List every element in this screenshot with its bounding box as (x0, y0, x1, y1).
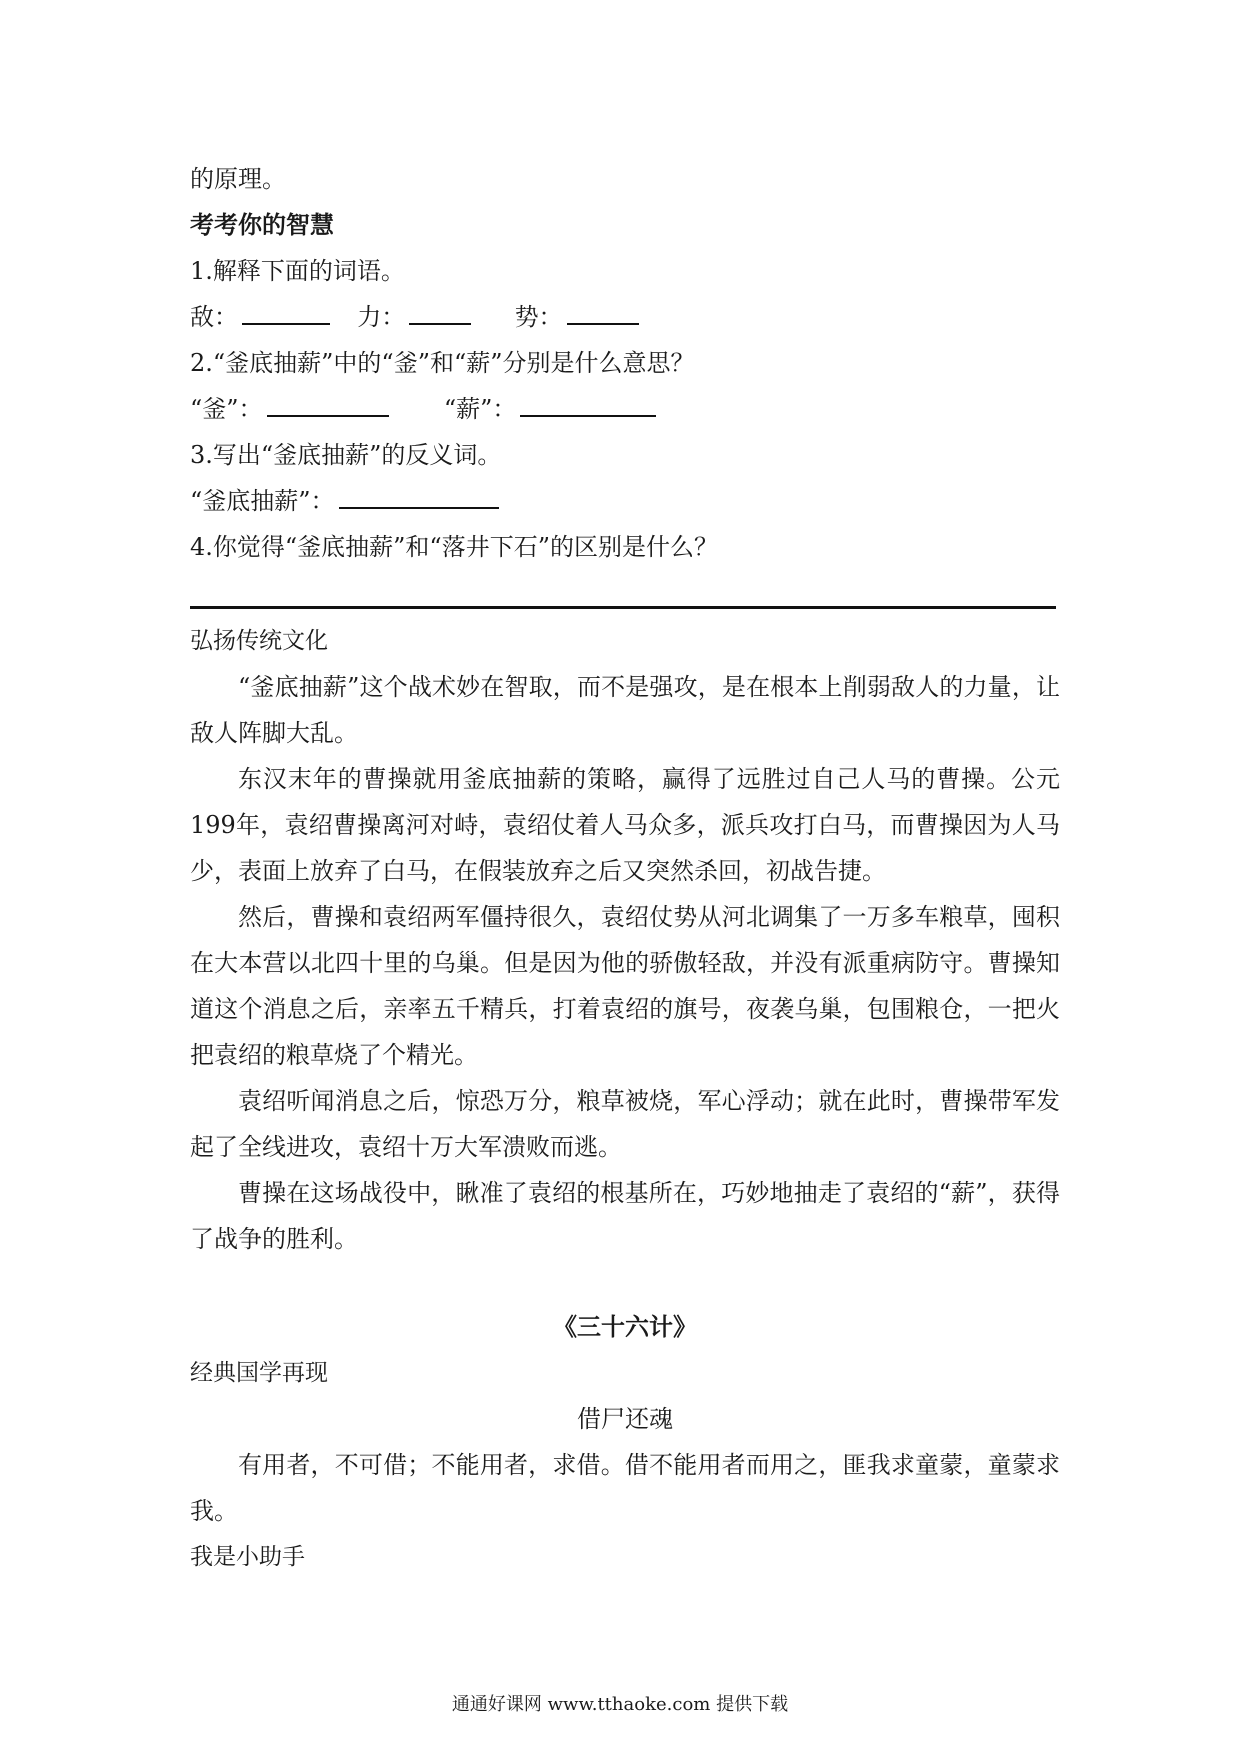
question-3: 3.写出“釜底抽薪”的反义词。 (190, 441, 502, 469)
culture-paragraph: “釜底抽薪”这个战术妙在智取，而不是强攻，是在根本上削弱敌人的力量，让敌人阵脚大乱。 (190, 673, 1060, 747)
question-1: 1.解释下面的词语。 (190, 257, 405, 285)
book-title: 《三十六计》 (553, 1313, 697, 1341)
question-1-answers (190, 294, 1060, 340)
stratagem-title: 借尸还魂 (577, 1405, 673, 1433)
helper-heading: 我是小助手 (190, 1544, 305, 1570)
classic-body (190, 1442, 1060, 1534)
answer-blank[interactable] (409, 297, 471, 325)
answer-blank[interactable] (267, 389, 389, 417)
answer-blank[interactable] (567, 297, 639, 325)
question-2-answers (190, 386, 1060, 432)
answer-blank[interactable] (242, 297, 330, 325)
quiz-heading: 考考你的智慧 (190, 211, 334, 239)
question-4: 4.你觉得“釜底抽薪”和“落井下石”的区别是什么？ (190, 533, 718, 561)
answer-label-shi: 势： (514, 303, 563, 331)
answer-label-fu: “釜”： (190, 395, 263, 423)
culture-heading: 弘扬传统文化 (190, 628, 328, 654)
classic-paragraph: 有用者，不可借；不能用者，求借。借不能用者而用之，匪我求童蒙，童蒙求我。 (190, 1451, 1060, 1525)
culture-paragraph: 东汉末年的曹操就用釜底抽薪的策略，赢得了远胜过自己人马的曹操。公元199年，袁绍曹操离河对峙，袁绍仗着人马众多，派兵攻打白马，而曹操因为人马少，表面上放弃了白马，在假装放弃之后又突然杀回，初战告捷。 (190, 765, 1060, 885)
footer-download-note: 通通好课网 www.tthaoke.com 提供下载 (451, 1694, 789, 1715)
question-2: 2.“釜底抽薪”中的“釜”和“薪”分别是什么意思？ (190, 349, 695, 377)
answer-label-antonym: “釜底抽薪”： (190, 487, 335, 515)
answer-label-di: 敌： (190, 303, 238, 331)
answer-label-li: 力： (357, 303, 406, 331)
culture-paragraph: 袁绍听闻消息之后，惊恐万分，粮草被烧，军心浮动；就在此时，曹操带军发起了全线进攻，袁绍十万大军溃败而逃。 (190, 1087, 1060, 1161)
question-3-answer (190, 478, 1060, 524)
answer-divider-line (190, 606, 1056, 609)
answer-blank[interactable] (339, 481, 499, 509)
culture-body (190, 664, 1060, 1262)
culture-paragraph: 曹操在这场战役中，瞅准了袁绍的根基所在，巧妙地抽走了袁绍的“薪”，获得了战争的胜利。 (190, 1179, 1060, 1253)
culture-paragraph: 然后，曹操和袁绍两军僵持很久，袁绍仗势从河北调集了一万多车粮草，囤积在大本营以北四十里的乌巢。但是因为他的骄傲轻敌，并没有派重病防守。曹操知道这个消息之后，亲率五千精兵，打着袁绍的旗号，夜袭乌巢，包围粮仓，一把火把袁绍的粮草烧了个精光。 (190, 903, 1060, 1069)
answer-label-xin: “薪”： (443, 395, 517, 423)
classic-heading: 经典国学再现 (190, 1360, 328, 1386)
answer-blank[interactable] (520, 389, 656, 417)
continued-text: 的原理。 (190, 165, 286, 193)
